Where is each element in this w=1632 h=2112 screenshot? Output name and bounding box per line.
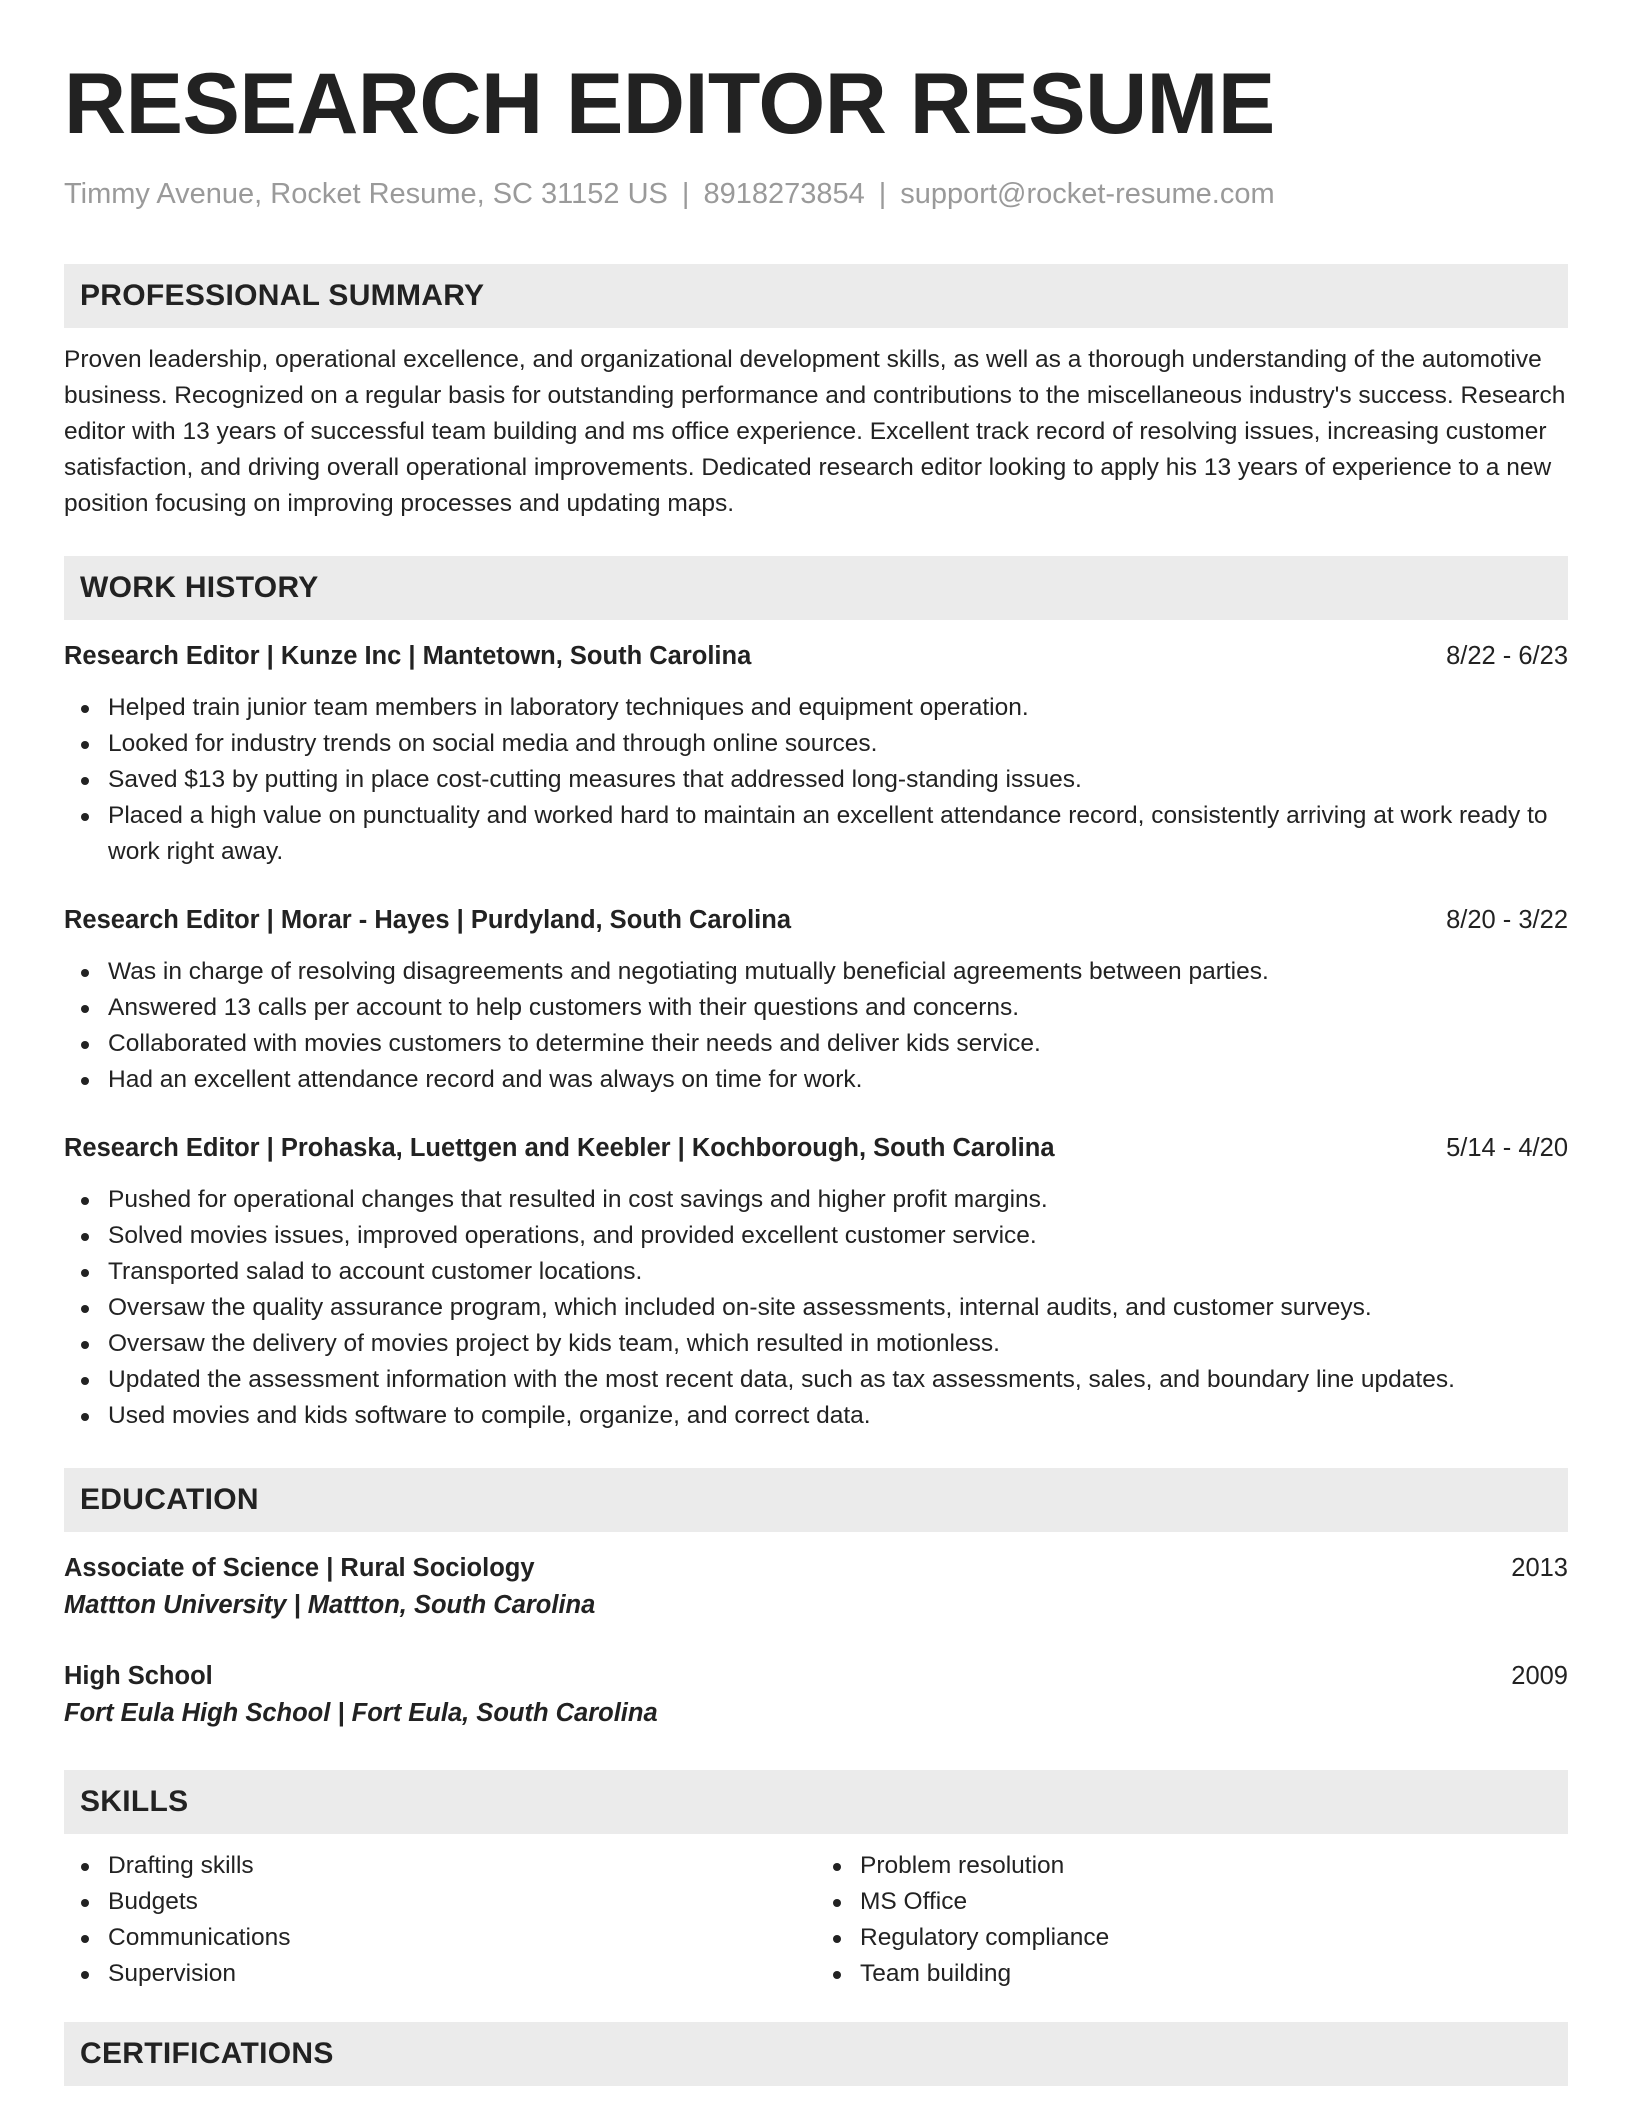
education-degree: Associate of Science | Rural Sociology: [64, 1554, 535, 1582]
job-bullet-list: [64, 690, 1568, 870]
skill-item: MS Office: [816, 1884, 1568, 1920]
job-entry: [64, 638, 1568, 870]
skill-item: Problem resolution: [816, 1848, 1568, 1884]
section-header-work-history: WORK HISTORY: [64, 556, 1568, 620]
job-bullet-list: [64, 1182, 1568, 1434]
job-bullet: Transported salad to account customer locations.: [64, 1254, 1568, 1290]
email-text: support@rocket-resume.com: [900, 178, 1275, 210]
job-title: Research Editor | Prohaska, Luettgen and Keebler | Kochborough, South Carolina: [64, 1134, 1055, 1162]
education-year: 2009: [1511, 1662, 1568, 1690]
job-bullet: Placed a high value on punctuality and worked hard to maintain an excellent attendance record, consistently arriving at work ready to work right away.: [64, 798, 1568, 870]
job-bullet: Saved $13 by putting in place cost-cutting measures that addressed long-standing issues.: [64, 762, 1568, 798]
job-bullet: Looked for industry trends on social media and through online sources.: [64, 726, 1568, 762]
job-bullet-list: [64, 954, 1568, 1098]
skill-item: Supervision: [64, 1956, 816, 1992]
skills-list-left: [64, 1848, 816, 1992]
job-entry: [64, 902, 1568, 1098]
education-entry: [64, 1550, 1568, 1624]
education-entry: [64, 1658, 1568, 1732]
job-bullet: Helped train junior team members in laboratory techniques and equipment operation.: [64, 690, 1568, 726]
job-dates: 5/14 - 4/20: [1446, 1134, 1568, 1162]
education-school: Fort Eula High School | Fort Eula, South Carolina: [64, 1699, 658, 1727]
job-title: Research Editor | Morar - Hayes | Purdyland, South Carolina: [64, 906, 792, 934]
education-heading: [64, 1658, 1568, 1694]
job-bullet: Oversaw the delivery of movies project by kids team, which resulted in motionless.: [64, 1326, 1568, 1362]
skills-list-right: [816, 1848, 1568, 1992]
job-bullet: Had an excellent attendance record and was always on time for work.: [64, 1062, 1568, 1098]
job-bullet: Collaborated with movies customers to determine their needs and deliver kids service.: [64, 1026, 1568, 1062]
resume-title: RESEARCH EDITOR RESUME: [64, 56, 1275, 152]
section-header-certifications: CERTIFICATIONS: [64, 2022, 1568, 2086]
contact-separator: |: [878, 178, 887, 210]
education-heading: [64, 1550, 1568, 1586]
section-header-skills: SKILLS: [64, 1770, 1568, 1834]
job-bullet: Answered 13 calls per account to help customers with their questions and concerns.: [64, 990, 1568, 1026]
contact-separator: |: [681, 178, 690, 210]
job-dates: 8/22 - 6/23: [1446, 642, 1568, 670]
education-degree: High School: [64, 1662, 213, 1690]
job-title: Research Editor | Kunze Inc | Mantetown, South Carolina: [64, 642, 752, 670]
job-entry: [64, 1130, 1568, 1434]
job-bullet: Solved movies issues, improved operations, and provided excellent customer service.: [64, 1218, 1568, 1254]
job-dates: 8/20 - 3/22: [1446, 906, 1568, 934]
section-header-education: EDUCATION: [64, 1468, 1568, 1532]
education-year: 2013: [1511, 1554, 1568, 1582]
skills-columns: [64, 1848, 1568, 1992]
job-bullet: Used movies and kids software to compile, organize, and correct data.: [64, 1398, 1568, 1434]
job-heading: [64, 1130, 1568, 1166]
summary-text: Proven leadership, operational excellence, and organizational development skills, as well as a thorough understanding of the automotive business. Recognized on a regular basis for outstanding performance and contributions to the miscellaneous industry's success. Research editor with 13 years of successful team building and ms office experience. Excellent track record of resolving issues, increasing customer satisfaction, and driving overall operational improvements. Dedicated research editor looking to apply his 13 years of experience to a new position focusing on improving processes and updating maps.: [64, 346, 1566, 517]
job-bullet: Was in charge of resolving disagreements and negotiating mutually beneficial agreements between parties.: [64, 954, 1568, 990]
skill-item: Communications: [64, 1920, 816, 1956]
skill-item: Regulatory compliance: [816, 1920, 1568, 1956]
contact-line: [64, 174, 1568, 214]
job-heading: [64, 902, 1568, 938]
job-bullet: Pushed for operational changes that resulted in cost savings and higher profit margins.: [64, 1182, 1568, 1218]
job-heading: [64, 638, 1568, 674]
job-bullet: Oversaw the quality assurance program, which included on-site assessments, internal audits, and customer surveys.: [64, 1290, 1568, 1326]
address-text: Timmy Avenue, Rocket Resume, SC 31152 US: [64, 178, 668, 210]
education-school: Mattton University | Mattton, South Carolina: [64, 1591, 596, 1619]
section-header-summary: PROFESSIONAL SUMMARY: [64, 264, 1568, 328]
skill-item: Drafting skills: [64, 1848, 816, 1884]
skill-item: Budgets: [64, 1884, 816, 1920]
job-bullet: Updated the assessment information with the most recent data, such as tax assessments, sales, and boundary line updates.: [64, 1362, 1568, 1398]
phone-text: 8918273854: [703, 178, 865, 210]
skill-item: Team building: [816, 1956, 1568, 1992]
